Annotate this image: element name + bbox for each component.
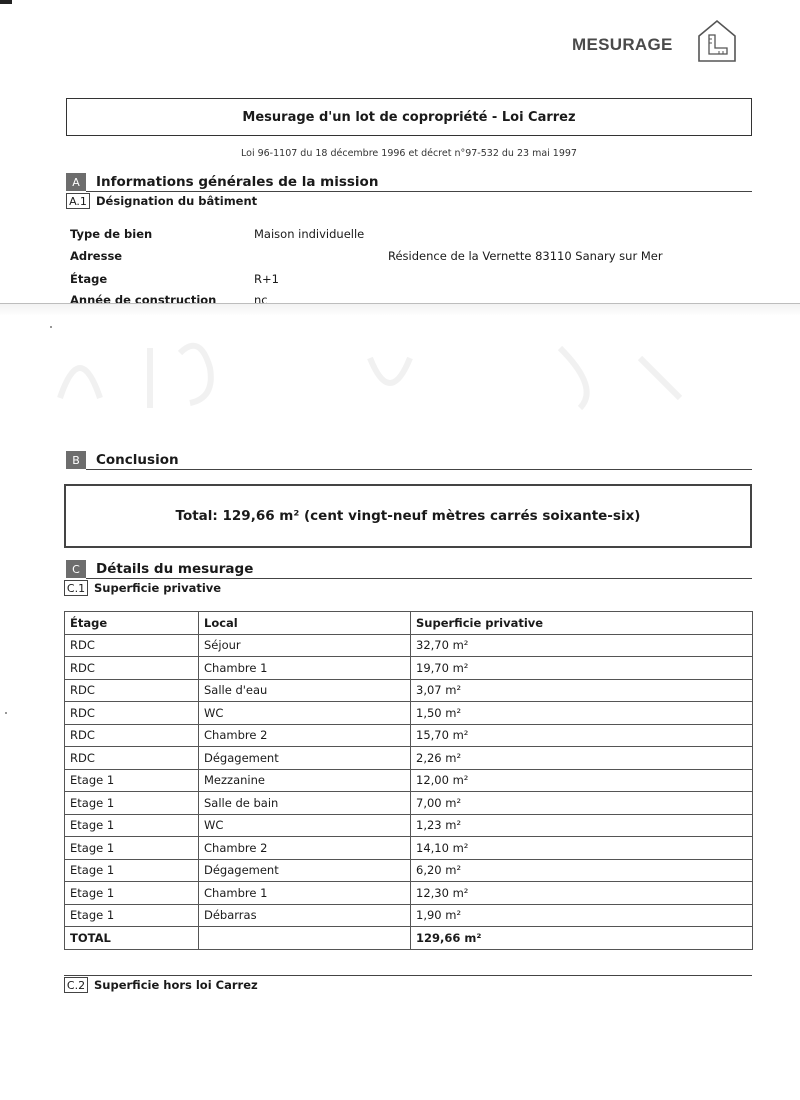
table-cell: Mezzanine	[199, 769, 411, 792]
section-b-badge: B	[66, 451, 86, 469]
scan-corner-mark	[0, 0, 12, 4]
table-row	[65, 702, 753, 725]
section-a-rule	[86, 191, 752, 192]
table-row	[65, 679, 753, 702]
table-cell: 1,90 m²	[411, 904, 753, 927]
table-row	[65, 724, 753, 747]
field-label-floor: Étage	[70, 272, 108, 286]
document-subtitle: Loi 96-1107 du 18 décembre 1996 et décret n°97-532 du 23 mai 1997	[241, 148, 577, 159]
table-cell: Etage 1	[65, 769, 199, 792]
section-c-title: Détails du mesurage	[96, 561, 254, 577]
table-cell: RDC	[65, 702, 199, 725]
table-cell: Etage 1	[65, 814, 199, 837]
table-cell: Séjour	[199, 634, 411, 657]
table-cell: Etage 1	[65, 859, 199, 882]
table-cell: RDC	[65, 747, 199, 770]
table-row	[65, 634, 753, 657]
table-cell: Salle d'eau	[199, 679, 411, 702]
table-total-row	[65, 927, 753, 950]
table-cell: Débarras	[199, 904, 411, 927]
table-cell: Chambre 2	[199, 837, 411, 860]
scan-fold-shadow	[0, 304, 800, 316]
section-a-title: Informations générales de la mission	[96, 174, 379, 190]
subsection-c2-title: Superficie hors loi Carrez	[94, 978, 258, 992]
table-header-row	[65, 612, 753, 635]
table-row	[65, 837, 753, 860]
table-cell: Chambre 1	[199, 882, 411, 905]
subsection-a1-title: Désignation du bâtiment	[96, 194, 258, 208]
section-c-rule	[86, 578, 752, 579]
table-cell: Etage 1	[65, 792, 199, 815]
table-cell: Dégagement	[199, 747, 411, 770]
table-total-cell	[199, 927, 411, 950]
table-cell: RDC	[65, 679, 199, 702]
table-row	[65, 882, 753, 905]
field-label-address: Adresse	[70, 249, 123, 263]
table-total-cell: TOTAL	[65, 927, 199, 950]
section-b-title: Conclusion	[96, 452, 179, 468]
section-c-badge: C	[66, 560, 86, 578]
table-row	[65, 814, 753, 837]
table-cell: 12,00 m²	[411, 769, 753, 792]
scan-speck	[5, 712, 7, 714]
scan-speck	[50, 326, 52, 328]
table-cell: Dégagement	[199, 859, 411, 882]
table-total-cell: 129,66 m²	[411, 927, 753, 950]
table-cell: 2,26 m²	[411, 747, 753, 770]
field-value-address: Résidence de la Vernette 83110 Sanary sur Mer	[388, 249, 663, 263]
subsection-c1-badge: C.1	[64, 580, 88, 596]
table-cell: 7,00 m²	[411, 792, 753, 815]
table-header-cell: Superficie privative	[411, 612, 753, 635]
table-cell: 12,30 m²	[411, 882, 753, 905]
field-label-type: Type de bien	[70, 227, 153, 241]
table-cell: 14,10 m²	[411, 837, 753, 860]
table-cell: RDC	[65, 657, 199, 680]
table-row	[65, 657, 753, 680]
table-cell: 32,70 m²	[411, 634, 753, 657]
conclusion-total: Total: 129,66 m² (cent vingt-neuf mètres carrés soixante-six)	[64, 484, 752, 548]
subsection-a1-badge: A.1	[66, 193, 90, 209]
table-cell: Chambre 2	[199, 724, 411, 747]
bleed-through-ghost	[40, 328, 760, 418]
brand-name: MESURAGE	[572, 35, 673, 54]
table-cell: RDC	[65, 634, 199, 657]
table-cell: Etage 1	[65, 882, 199, 905]
table-cell: 1,50 m²	[411, 702, 753, 725]
table-row	[65, 904, 753, 927]
section-b-rule	[86, 469, 752, 470]
table-row	[65, 859, 753, 882]
table-header-cell: Étage	[65, 612, 199, 635]
measurement-table	[64, 611, 753, 950]
field-value-type: Maison individuelle	[254, 227, 365, 241]
table-cell: Salle de bain	[199, 792, 411, 815]
table-cell: WC	[199, 702, 411, 725]
table-row	[65, 792, 753, 815]
field-value-year: nc	[254, 293, 268, 303]
table-cell: 19,70 m²	[411, 657, 753, 680]
field-value-floor: R+1	[254, 272, 279, 286]
subsection-c1-title: Superficie privative	[94, 581, 222, 595]
table-cell: RDC	[65, 724, 199, 747]
table-row	[65, 747, 753, 770]
subsection-c2-badge: C.2	[64, 977, 88, 993]
field-label-year: Année de construction	[70, 293, 217, 303]
table-cell: Etage 1	[65, 904, 199, 927]
table-cell: Etage 1	[65, 837, 199, 860]
document-title: Mesurage d'un lot de copropriété - Loi Carrez	[66, 98, 752, 136]
section-a-badge: A	[66, 173, 86, 191]
section-c2-rule	[64, 975, 752, 976]
table-header-cell: Local	[199, 612, 411, 635]
table-row	[65, 769, 753, 792]
table-cell: WC	[199, 814, 411, 837]
table-cell: 15,70 m²	[411, 724, 753, 747]
house-ruler-icon	[696, 18, 738, 64]
table-cell: Chambre 1	[199, 657, 411, 680]
table-cell: 6,20 m²	[411, 859, 753, 882]
table-cell: 3,07 m²	[411, 679, 753, 702]
table-cell: 1,23 m²	[411, 814, 753, 837]
